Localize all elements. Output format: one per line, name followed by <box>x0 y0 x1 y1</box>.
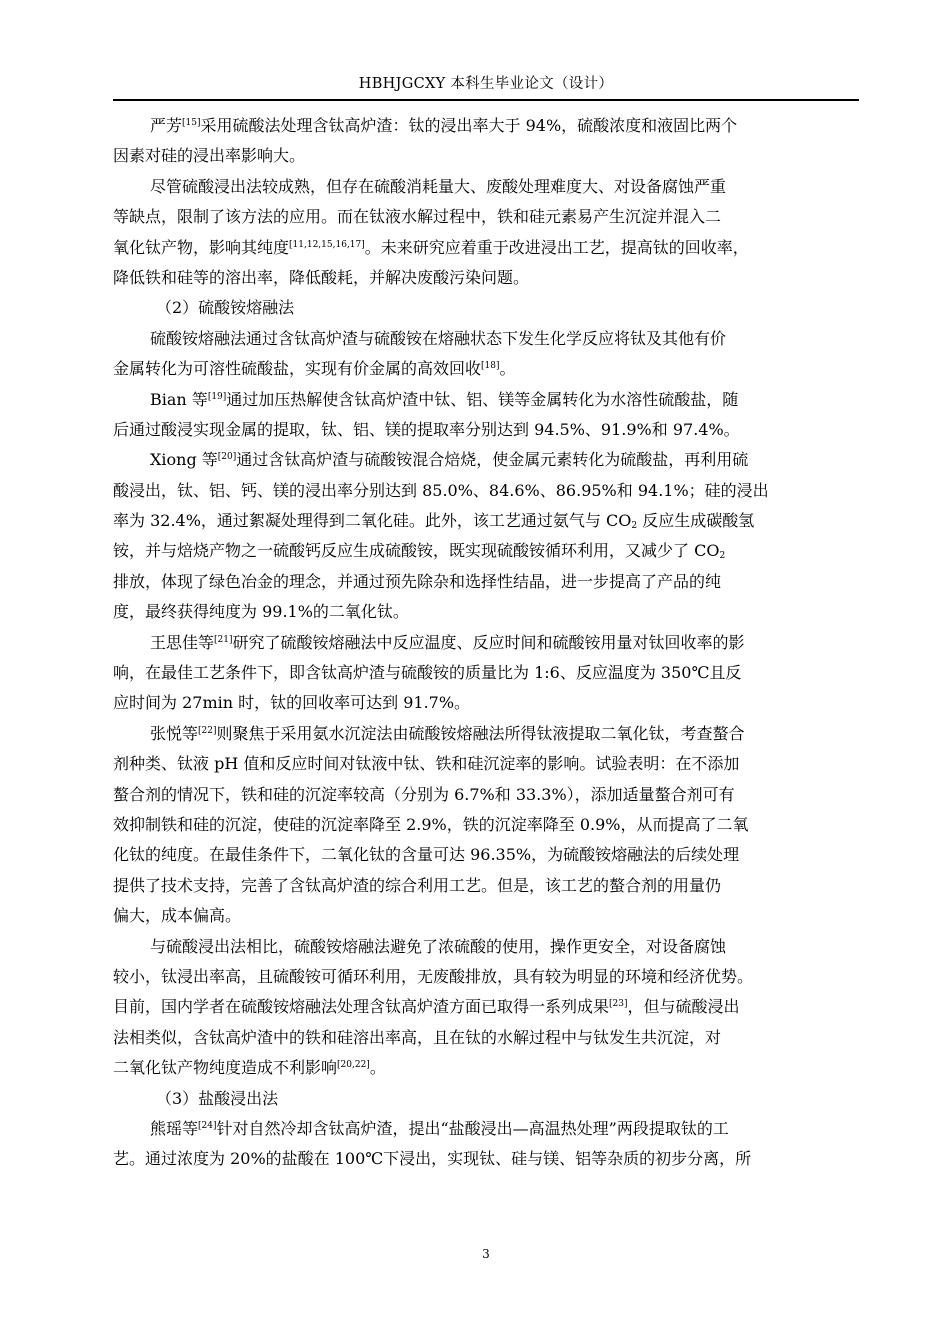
text-line <box>113 445 859 475</box>
text-segment: 反应生成碳酸氢 <box>637 511 755 531</box>
header-rule <box>113 99 859 101</box>
text-segment: 。 <box>369 1058 386 1078</box>
running-header: HBHJGCXY 本科生毕业论文（设计） <box>358 76 614 92</box>
text-line <box>113 385 859 415</box>
text-line <box>113 719 859 749</box>
text-segment: 则聚焦于采用氨水沉淀法由硫酸铵熔融法所得钛液提取二氧化钛，考查螯合 <box>216 723 745 743</box>
text-segment: 严芳 <box>150 116 183 135</box>
citation: [15] <box>182 118 201 128</box>
text-segment: 目前，国内学者在硫酸铵熔融法处理含钛高炉渣方面已取得一系列成果 <box>113 997 610 1017</box>
section-heading-2 <box>113 293 859 323</box>
citation: [24] <box>198 1120 217 1131</box>
paragraph-xiong <box>113 445 859 627</box>
text-line: 化钛的纯度。在最佳条件下，二氧化钛的含量可达 96.35%，为硫酸铵熔融法的后续处理 <box>113 845 740 865</box>
text-line: 法相类似，含钛高炉渣中的铁和硅溶出率高，且在钛的水解过程中与钛发生共沉淀，对 <box>113 1027 722 1047</box>
text-segment: 通过含钛高炉渣与硫酸铵混合焙烧，使金属元素转化为硫酸盐，再利用硫 <box>236 450 749 470</box>
text-segment: 熊瑶等 <box>150 1118 199 1138</box>
text-segment: 张悦等 <box>150 723 199 743</box>
text-line: 偏大，成本偏高。 <box>113 906 242 926</box>
paragraph-yanfang <box>113 111 859 172</box>
text-line: 与硫酸浸出法相比，硫酸铵熔融法避免了浓硫酸的使用，操作更安全，对设备腐蚀 <box>150 936 727 956</box>
heading-text: （2）硫酸铵熔融法 <box>156 298 295 318</box>
text-line: 较小，钛浸出率高，且硫酸铵可循环利用，无废酸排放，具有较为明显的环境和经济优势。 <box>113 966 754 986</box>
text-segment: 铵，并与焙烧产物之一硫酸钙反应生成硫酸铵，既实现硫酸铵循环利用，又减少了 CO <box>113 541 720 561</box>
text-segment: 采用硫酸法处理含钛高炉渣：钛的浸出率大于 94%，硫酸浓度和液固比两个 <box>200 116 738 135</box>
text-line <box>113 992 859 1022</box>
paragraph-wangsijia <box>113 628 859 719</box>
text-line: 尽管硫酸浸出法较成熟，但存在硫酸消耗量大、废酸处理难度大、对设备腐蚀严重 <box>150 176 727 196</box>
text-line: 因素对硅的浸出率影响大。 <box>113 146 306 166</box>
text-line: 应时间为 27min 时，钛的回收率可达到 91.7%。 <box>113 693 471 713</box>
paragraph-zhangyue <box>113 719 859 932</box>
text-line <box>113 354 859 384</box>
citation: [18] <box>481 361 500 372</box>
text-line <box>113 1114 859 1144</box>
text-segment: 氧化钛产物，影响其纯度 <box>113 237 290 257</box>
text-segment: 。未来研究应着重于改进浸出工艺，提高钛的回收率， <box>364 237 749 257</box>
text-line: 硫酸铵熔融法通过含钛高炉渣与硫酸铵在熔融状态下发生化学反应将钛及其他有价 <box>150 328 727 348</box>
citation: [20,22] <box>337 1060 370 1071</box>
paragraph-bian <box>113 385 859 446</box>
subscript: 2 <box>719 551 726 562</box>
text-line: 后通过酸浸实现金属的提取，钛、铝、镁的提取率分别达到 94.5%、91.9%和 97.4%。 <box>113 419 740 439</box>
text-segment: ，但与硫酸浸出 <box>627 997 740 1017</box>
paragraph-xiongyao <box>113 1114 859 1175</box>
text-line: 响，在最佳工艺条件下，即含钛高炉渣与硫酸铵的质量比为 1:6、反应温度为 350℃且反 <box>113 663 742 683</box>
text-segment: 王思佳等 <box>150 632 215 652</box>
text-line <box>113 628 859 658</box>
text-line: 剂种类、钛液 pH 值和反应时间对钛液中钛、铁和硅沉淀率的影响。试验表明：在不添加 <box>113 754 740 774</box>
text-line <box>113 111 859 141</box>
section-heading-3 <box>113 1084 859 1114</box>
citation: [11,12,15,16,17] <box>289 239 365 250</box>
text-segment: 针对自然冷却含钛高炉渣，提出“盐酸浸出—高温热处理”两段提取钛的工 <box>216 1118 729 1138</box>
text-segment: 。 <box>499 359 516 379</box>
citation: [20] <box>217 452 237 463</box>
text-segment: 通过加压热解使含钛高炉渣中钛、铝、镁等金属转化为水溶性硫酸盐，随 <box>226 389 739 409</box>
text-line: 提供了技术支持，完善了含钛高炉渣的综合利用工艺。但是，该工艺的螯合剂的用量仍 <box>113 875 722 895</box>
text-line: 降低铁和硅等的溶出率，降低酸耗，并解决废酸污染问题。 <box>113 267 530 287</box>
text-segment: Xiong 等 <box>150 450 218 470</box>
page-body <box>113 111 859 1175</box>
text-line: 效抑制铁和硅的沉淀，使硅的沉淀率降至 2.9%，铁的沉淀率降至 0.9%，从而提高了二氧 <box>113 814 749 834</box>
text-segment: 金属转化为可溶性硫酸盐，实现有价金属的高效回收 <box>113 359 482 379</box>
text-line: 艺。通过浓度为 20%的盐酸在 100℃下浸出，实现钛、硅与镁、铝等杂质的初步分离，所 <box>113 1149 752 1169</box>
citation: [19] <box>207 391 227 402</box>
paragraph-ammonium-intro <box>113 324 859 385</box>
text-segment: 率为 32.4%，通过絮凝处理得到二氧化硅。此外，该工艺通过氨气与 CO <box>113 511 632 531</box>
text-line <box>113 506 859 536</box>
citation: [22] <box>198 725 217 736</box>
text-line <box>113 1053 859 1083</box>
citation: [23] <box>609 999 628 1010</box>
text-line: 螯合剂的情况下，铁和硅的沉淀率较高（分别为 6.7%和 33.3%），添加适量螯合剂可有 <box>113 784 735 804</box>
text-line: 等缺点，限制了该方法的应用。而在钛液水解过程中，铁和硅元素易产生沉淀并混入二 <box>113 207 722 227</box>
paragraph-comparison <box>113 932 859 1084</box>
text-line: 酸浸出，钛、铝、钙、镁的浸出率分别达到 85.0%、84.6%、86.95%和 94.1%；硅的浸出 <box>113 480 769 500</box>
page-number: 3 <box>482 1247 490 1261</box>
text-segment: Bian 等 <box>150 389 208 409</box>
citation: [21] <box>214 634 233 645</box>
subscript: 2 <box>631 521 638 532</box>
text-segment: 二氧化钛产物纯度造成不利影响 <box>113 1058 338 1078</box>
paragraph-sulfuric-limitations <box>113 172 859 294</box>
text-line: 排放，体现了绿色冶金的理念，并通过预先除杂和选择性结晶，进一步提高了产品的纯 <box>113 571 722 591</box>
heading-text: （3）盐酸浸出法 <box>156 1088 279 1108</box>
text-line: 度，最终获得纯度为 99.1%的二氧化钛。 <box>113 602 409 622</box>
text-line <box>113 233 859 263</box>
text-segment: 研究了硫酸铵熔融法中反应温度、反应时间和硫酸铵用量对钛回收率的影 <box>232 632 745 652</box>
text-line <box>113 536 859 566</box>
